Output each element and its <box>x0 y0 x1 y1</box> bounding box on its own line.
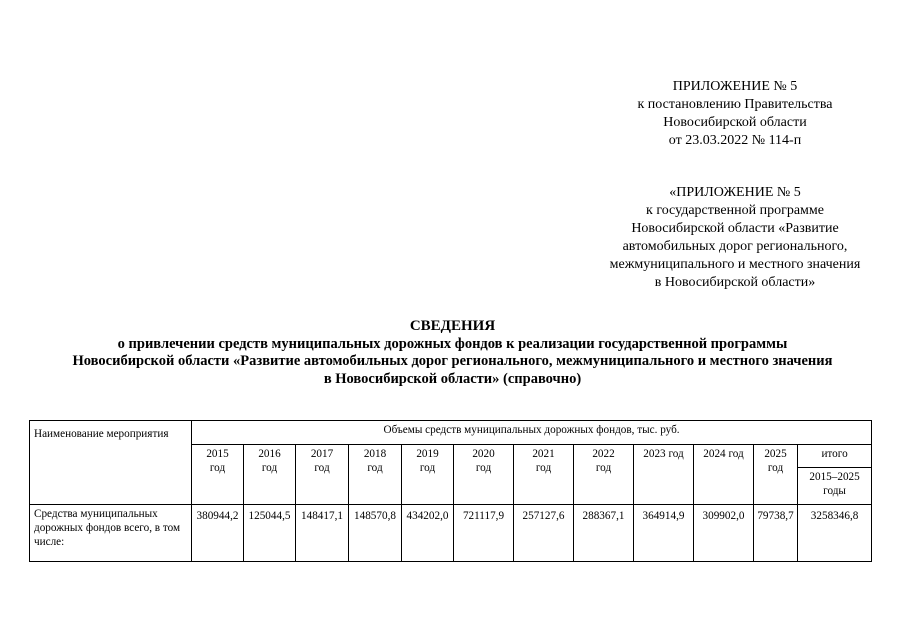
year-header: 2022 год <box>574 445 634 505</box>
title-line: Новосибирской области «Развитие автомобильных дорог регионального, межмуниципального и местного значения <box>72 353 833 369</box>
year-header: 2019 год <box>402 445 454 505</box>
year-header: 2020 год <box>454 445 514 505</box>
program-appendix-header <box>590 184 880 292</box>
year-header: 2017 год <box>296 445 349 505</box>
year-header: 2024 год <box>694 445 754 505</box>
total-subheader: 2015–2025 годы <box>798 468 872 505</box>
year-header: 2018 год <box>349 445 402 505</box>
document-title <box>30 318 875 388</box>
year-header: 2021 год <box>514 445 574 505</box>
row-name: Средства муниципальных дорожных фондов всего, в том числе: <box>30 505 192 562</box>
cell-value: 364914,9 <box>634 505 694 562</box>
year-header: 2023 год <box>634 445 694 505</box>
year-header: 2015 год <box>192 445 244 505</box>
year-header: 2025 год <box>754 445 798 505</box>
cell-value: 125044,5 <box>244 505 296 562</box>
year-header: 2016 год <box>244 445 296 505</box>
cell-value: 257127,6 <box>514 505 574 562</box>
cell-value-total: 3258346,8 <box>798 505 872 562</box>
appendix-line: к государственной программе <box>646 203 824 218</box>
funds-table <box>29 420 872 562</box>
cell-value: 79738,7 <box>754 505 798 562</box>
column-group-header: Объемы средств муниципальных дорожных фондов, тыс. руб. <box>192 421 872 445</box>
cell-value: 721117,9 <box>454 505 514 562</box>
title-line: о привлечении средств муниципальных дорожных фондов к реализации государственной программы <box>117 335 788 352</box>
appendix-header <box>600 78 870 150</box>
appendix-line: Новосибирской области <box>663 115 807 130</box>
cell-value: 434202,0 <box>402 505 454 562</box>
cell-value: 148417,1 <box>296 505 349 562</box>
appendix-line: автомобильных дорог регионального, <box>622 239 848 254</box>
cell-value: 148570,8 <box>349 505 402 562</box>
appendix-line: к постановлению Правительства <box>637 97 833 112</box>
table-header-row <box>30 421 872 445</box>
appendix-line: от 23.03.2022 № 114-п <box>668 133 802 148</box>
cell-value: 288367,1 <box>574 505 634 562</box>
title-line: в Новосибирской области» (справочно) <box>323 370 582 387</box>
appendix-line: в Новосибирской области» <box>654 275 816 290</box>
cell-value: 309902,0 <box>694 505 754 562</box>
appendix-line: Новосибирской области «Развитие <box>631 221 839 236</box>
total-header: итого <box>798 445 872 468</box>
appendix-line: ПРИЛОЖЕНИЕ № 5 <box>672 79 798 94</box>
cell-value: 380944,2 <box>192 505 244 562</box>
appendix-line: межмуниципального и местного значения <box>609 257 861 272</box>
table-row <box>30 505 872 562</box>
column-header-name: Наименование мероприятия <box>30 421 192 505</box>
appendix-line: «ПРИЛОЖЕНИЕ № 5 <box>669 185 801 200</box>
title-heading: СВЕДЕНИЯ <box>409 318 496 334</box>
